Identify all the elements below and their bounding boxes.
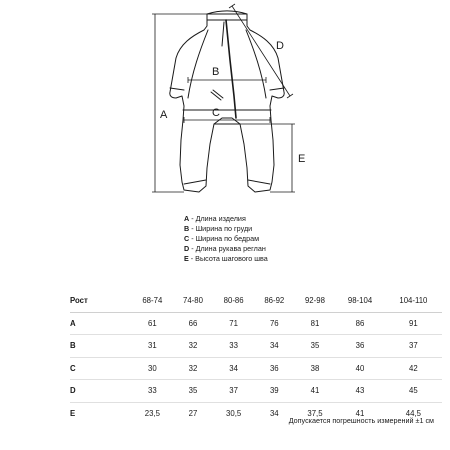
table-cell: 32 (173, 357, 214, 380)
table-cell: 37 (213, 380, 254, 403)
table-cell: 23,5 (132, 402, 173, 424)
table-cell: 81 (295, 312, 336, 335)
table-cell: 41 (295, 380, 336, 403)
table-cell: 34 (213, 357, 254, 380)
label-e: E (298, 153, 306, 165)
table-cell: 36 (335, 335, 384, 358)
table-cell: 30 (132, 357, 173, 380)
row-label: E (70, 402, 132, 424)
row-label: B (70, 335, 132, 358)
table-cell: 43 (335, 380, 384, 403)
row-label: C (70, 357, 132, 380)
legend-item-d: D - Длина рукава реглан (184, 244, 266, 253)
table-cell: 27 (173, 402, 214, 424)
table-cell: 34 (254, 402, 295, 424)
table-cell: 35 (295, 335, 336, 358)
table-cell: 33 (132, 380, 173, 403)
table-cell: 39 (254, 380, 295, 403)
header-label: Рост (70, 296, 88, 306)
table-cell: 37 (385, 335, 442, 358)
table-cell: 32 (173, 335, 214, 358)
table-cell: 33 (213, 335, 254, 358)
table-cell: 71 (213, 312, 254, 335)
table-cell: 42 (385, 357, 442, 380)
table-cell: 41 (335, 402, 384, 424)
legend-item-c: C - Ширина по бедрам (184, 234, 260, 243)
table-cell: 36 (254, 357, 295, 380)
label-c: C (212, 107, 220, 119)
legend-item-a: A - Длина изделия (184, 214, 246, 223)
legend-item-b: B - Ширина по груди (184, 224, 253, 233)
table-cell: 31 (132, 335, 173, 358)
size-table (70, 290, 442, 424)
label-d: D (276, 40, 284, 52)
table-cell: 76 (254, 312, 295, 335)
table-cell: 30,5 (213, 402, 254, 424)
table-cell: 66 (173, 312, 214, 335)
table-cell: 40 (335, 357, 384, 380)
table-cell: 44,5 (385, 402, 442, 424)
legend-item-e: E - Высота шагового шва (184, 254, 268, 263)
table-cell: 86 (335, 312, 384, 335)
table-cell: 61 (132, 312, 173, 335)
measurement-legend (184, 214, 268, 264)
row-label: A (70, 312, 132, 335)
table-cell: 91 (385, 312, 442, 335)
garment-diagram (0, 0, 450, 210)
column-header: 80-86 (223, 296, 244, 306)
column-header: 74-80 (183, 296, 203, 306)
jumpsuit-outline (170, 14, 284, 192)
table-cell: 45 (385, 380, 442, 403)
row-label: D (70, 380, 132, 403)
raglan-seam-right (246, 30, 266, 98)
table-header-row (70, 290, 442, 312)
raglan-seam-left (188, 30, 208, 98)
tolerance-note: Допускается погрешность измерений ±1 см (288, 416, 434, 425)
table-cell: 38 (295, 357, 336, 380)
table-cell: 37,5 (295, 402, 336, 424)
table-row (70, 312, 442, 335)
table-row (70, 357, 442, 380)
column-header: 98-104 (347, 296, 373, 306)
column-header: 92-98 (304, 296, 325, 306)
label-a: A (160, 109, 168, 121)
column-header: 68-74 (142, 296, 163, 306)
pocket (211, 90, 223, 100)
zipper (226, 20, 236, 118)
table-cell: 35 (173, 380, 214, 403)
table-row (70, 335, 442, 358)
label-b: B (212, 66, 220, 78)
column-header: 104-110 (399, 296, 428, 306)
table-row (70, 380, 442, 403)
table-cell: 34 (254, 335, 295, 358)
column-header: 86-92 (264, 296, 285, 306)
